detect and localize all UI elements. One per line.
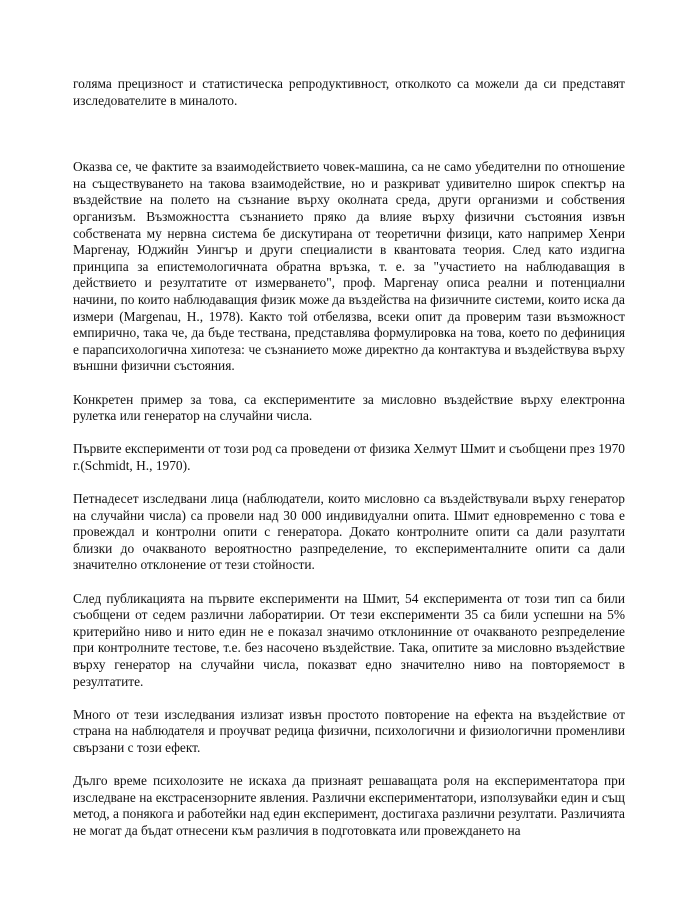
document-page	[73, 76, 625, 856]
paragraph-first-experiments: Първите експерименти от този род са проведени от физика Хелмут Шмит и съобщени през 1970 г.(Schmidt, H., 1970).	[73, 441, 625, 473]
paragraph-many-studies: Много от тези изследвания излизат извън простото повторение на ефекта на въздействие от страна на наблюдателя и проучват редица физични, психологични и физиологични променливи свързани с този ефект.	[73, 706, 625, 755]
paragraph-after-publication: След публикацията на първите експерименти на Шмит, 54 експеримента от този тип са били съобщени от седем различни лаборатирии. От тези експерименти 35 са били успешни на 5% критерийно ниво и нито един не е показал значимо отклонинние от очакваното резпределение при контролните тестове, т.е. без насочено въздействие. Така, опитите за мисловно въздействие върху генератор на случайни числа, показват едно значително ниво на повторяемост в резултатите.	[73, 590, 625, 689]
paragraph-psychologists: Дълго време психолозите не искаха да признаят решаващата роля на експериментатора при изследване на екстрасензорните явления. Различни експериментатори, използувайки един и същ метод, а понякога и работейки над един експеримент, достигаха различни резултати. Различията не могат да бъдат отнесени към различия в подготовката или провеждането на	[73, 773, 625, 838]
paragraph-continuation: голяма прецизност и статистическа репродуктивност, отколкото са можели да си представят изследователите в миналото.	[73, 76, 625, 108]
paragraph-gap	[73, 109, 625, 159]
paragraph-fifteen-subjects: Петнадесет изследвани лица (наблюдатели, които мисловно са въздействували върху генератор на случайни числа) са провели над 30 000 индивидуални опита. Шмит едновременно с това е провеждал и контролни опити с генератора. Докато контролните опити са дали разултати близки до очакваното вероятностно разпределение, то експерименталните опити са дали значително отклонение от тези стойности.	[73, 491, 625, 573]
paragraph-human-machine-interaction: Оказва се, че фактите за взаимодействието човек-машина, са не само убедителни по отношение на съществуването на такова взаимодействие, но и разкриват удивително широк спектър на въздействие на полето на съзнание върху околната среда, други организми и собствения организъм. Възможността съзнанието пряко да влияе върху физични състояния извън собствената му нервна система бе дискутирана от теоретични физици, като например Хенри Маргенау, Юджийн Уингър и други специалисти в квантовата теория. След като издигна принципа за епистемологичната обратна връзка, т. е. за "участието на наблюдаващия в действието и резултатите от измерването", проф. Маргенау описа реални и потенциални начини, по които наблюдаващия физик може да въздейства на физичните системи, които иска да измери (Margenau, H., 1978). Както той отбелязва, всеки опит да проверим тази възможност емпирично, така че, да бъде тествана, представлява формулировка на това, което по дефиниция е парапсихологична хипотеза: че съзнанието може директно да контактува и въздействува върху външни физични състояния.	[73, 159, 625, 374]
paragraph-concrete-example: Конкретен пример за това, са експериментите за мисловно въздействие върху електронна рулетка или генератор на случайни числа.	[73, 391, 625, 424]
